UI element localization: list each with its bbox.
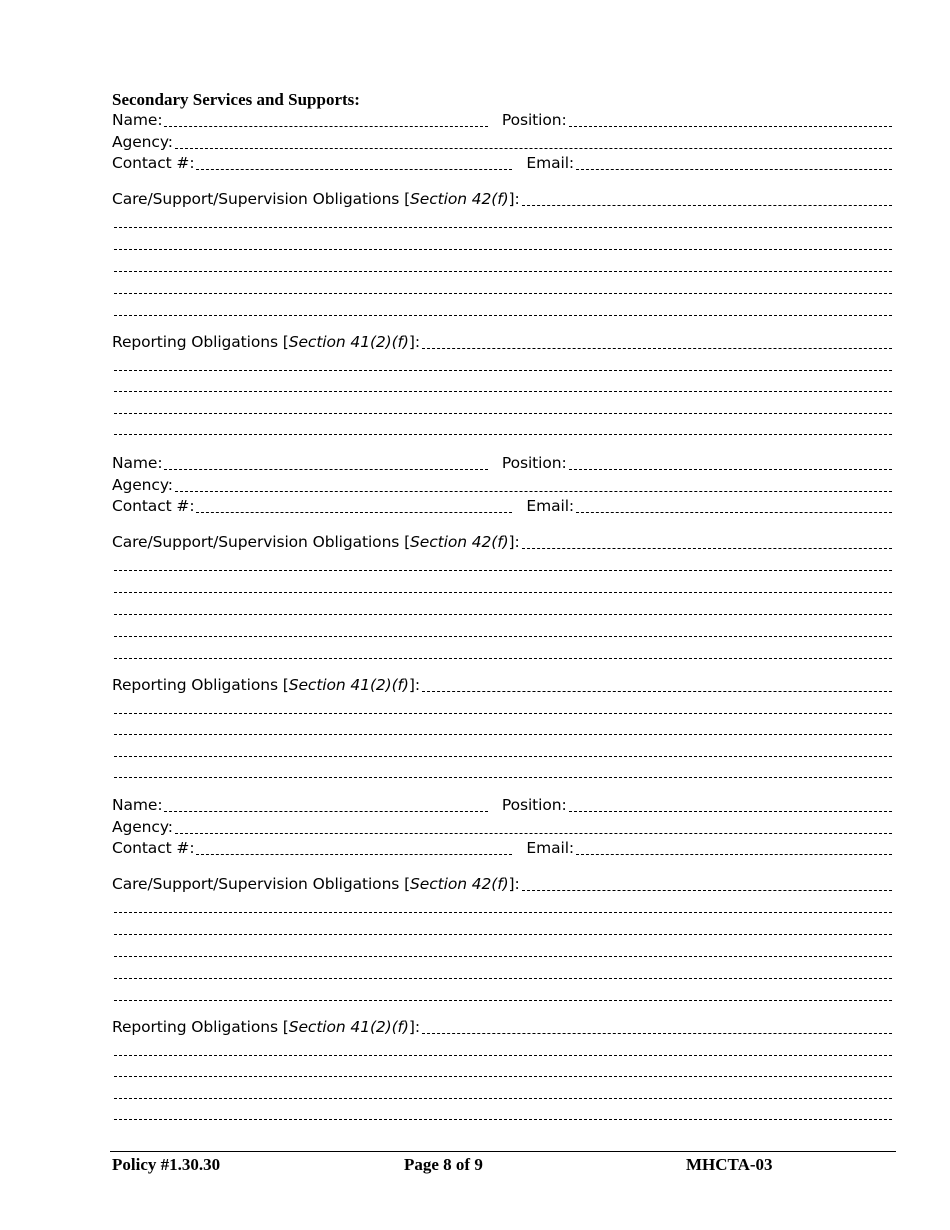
care-label-suffix: ]: bbox=[508, 875, 520, 893]
reporting-blank-row bbox=[112, 761, 892, 781]
position-label bbox=[502, 110, 567, 130]
care-blank-row bbox=[112, 642, 892, 662]
name-position-row-3 bbox=[112, 795, 892, 815]
footer-page-number: Page 8 of 9 bbox=[404, 1155, 483, 1174]
position-label-text: Position: bbox=[501, 454, 567, 472]
care-obligations-line-1-4[interactable] bbox=[114, 292, 892, 294]
reporting-blank-row bbox=[112, 1103, 892, 1123]
agency-field-2[interactable] bbox=[175, 490, 892, 492]
care-blank-row bbox=[112, 984, 892, 1004]
agency-label-text: Agency: bbox=[112, 818, 173, 836]
reporting-obligations-field-2[interactable] bbox=[422, 690, 892, 692]
reporting-obligations-line-3-2[interactable] bbox=[114, 1075, 892, 1077]
care-blank-row bbox=[112, 299, 892, 319]
care-obligations-row-2 bbox=[112, 532, 892, 552]
contact-label-text: Contact #: bbox=[112, 839, 195, 857]
name-label bbox=[112, 795, 162, 815]
care-blank-row bbox=[112, 255, 892, 275]
care-blank-row bbox=[112, 598, 892, 618]
reporting-obligations-line-3-1[interactable] bbox=[114, 1054, 892, 1056]
position-label-text: Position: bbox=[501, 111, 567, 129]
care-blank-row bbox=[112, 918, 892, 938]
report-label-prefix: Reporting Obligations [ bbox=[112, 333, 289, 351]
email-field-1[interactable] bbox=[576, 168, 892, 170]
position-field-3[interactable] bbox=[569, 810, 892, 812]
email-field-2[interactable] bbox=[576, 511, 892, 513]
care-label-prefix: Care/Support/Supervision Obligations [ bbox=[112, 875, 411, 893]
name-position-row-1 bbox=[112, 110, 892, 130]
footer-form-code: MHCTA-03 bbox=[686, 1155, 773, 1174]
care-obligations-field-2[interactable] bbox=[522, 547, 892, 549]
name-label bbox=[112, 110, 162, 130]
report-label-prefix: Reporting Obligations [ bbox=[112, 676, 289, 694]
reporting-obligations-line-1-3[interactable] bbox=[114, 412, 892, 414]
footer-divider bbox=[110, 1151, 896, 1152]
email-field-3[interactable] bbox=[576, 853, 892, 855]
name-field-1[interactable] bbox=[164, 125, 487, 127]
care-obligations-label bbox=[112, 189, 520, 209]
reporting-blank-row bbox=[112, 1082, 892, 1102]
email-label bbox=[526, 153, 574, 173]
position-label bbox=[502, 453, 567, 473]
reporting-obligations-line-2-3[interactable] bbox=[114, 755, 892, 757]
reporting-blank-row bbox=[112, 697, 892, 717]
contact-email-row-2 bbox=[112, 496, 892, 516]
reporting-blank-row bbox=[112, 397, 892, 417]
name-label-text: Name: bbox=[112, 454, 163, 472]
report-label-section: Section 41(2)(f) bbox=[288, 333, 409, 351]
care-obligations-label bbox=[112, 532, 520, 552]
reporting-obligations-label bbox=[112, 675, 420, 695]
report-label-prefix: Reporting Obligations [ bbox=[112, 1018, 289, 1036]
care-obligations-line-3-1[interactable] bbox=[114, 911, 892, 913]
care-obligations-field-1[interactable] bbox=[522, 204, 892, 206]
reporting-obligations-line-2-1[interactable] bbox=[114, 712, 892, 714]
position-label-text: Position: bbox=[501, 796, 567, 814]
care-obligations-row-1 bbox=[112, 189, 892, 209]
agency-label bbox=[112, 475, 173, 495]
care-obligations-line-3-3[interactable] bbox=[114, 955, 892, 957]
care-obligations-line-1-5[interactable] bbox=[114, 314, 892, 316]
reporting-obligations-row-1 bbox=[112, 332, 892, 352]
email-label bbox=[526, 838, 574, 858]
care-label-suffix: ]: bbox=[508, 533, 520, 551]
section-heading: Secondary Services and Supports: bbox=[112, 90, 360, 109]
care-blank-row bbox=[112, 277, 892, 297]
report-label-section: Section 41(2)(f) bbox=[288, 1018, 409, 1036]
reporting-obligations-row-2 bbox=[112, 675, 892, 695]
agency-label-text: Agency: bbox=[112, 476, 173, 494]
care-obligations-line-2-5[interactable] bbox=[114, 657, 892, 659]
care-label-section: Section 42(f) bbox=[410, 875, 509, 893]
name-field-2[interactable] bbox=[164, 468, 487, 470]
reporting-obligations-field-1[interactable] bbox=[422, 347, 892, 349]
care-blank-row bbox=[112, 896, 892, 916]
reporting-blank-row bbox=[112, 1039, 892, 1059]
name-field-3[interactable] bbox=[164, 810, 487, 812]
care-blank-row bbox=[112, 211, 892, 231]
name-label-text: Name: bbox=[112, 111, 163, 129]
care-obligations-line-3-2[interactable] bbox=[114, 933, 892, 935]
agency-field-3[interactable] bbox=[175, 832, 892, 834]
reporting-obligations-line-3-3[interactable] bbox=[114, 1097, 892, 1099]
agency-label bbox=[112, 132, 173, 152]
care-blank-row bbox=[112, 233, 892, 253]
agency-label bbox=[112, 817, 173, 837]
care-obligations-line-2-1[interactable] bbox=[114, 569, 892, 571]
reporting-blank-row bbox=[112, 418, 892, 438]
reporting-obligations-line-2-4[interactable] bbox=[114, 776, 892, 778]
care-blank-row bbox=[112, 620, 892, 640]
care-blank-row bbox=[112, 962, 892, 982]
email-label-text: Email: bbox=[526, 497, 575, 515]
contact-field-2[interactable] bbox=[196, 511, 512, 513]
care-obligations-line-3-4[interactable] bbox=[114, 977, 892, 979]
contact-email-row-3 bbox=[112, 838, 892, 858]
position-field-2[interactable] bbox=[569, 468, 892, 470]
contact-label-text: Contact #: bbox=[112, 497, 195, 515]
report-label-section: Section 41(2)(f) bbox=[288, 676, 409, 694]
reporting-obligations-label bbox=[112, 332, 420, 352]
care-obligations-line-1-2[interactable] bbox=[114, 248, 892, 250]
email-label-text: Email: bbox=[526, 154, 575, 172]
report-label-suffix: ]: bbox=[408, 1018, 420, 1036]
care-label-section: Section 42(f) bbox=[410, 533, 509, 551]
reporting-obligations-line-1-1[interactable] bbox=[114, 369, 892, 371]
position-label bbox=[502, 795, 567, 815]
position-field-1[interactable] bbox=[569, 125, 892, 127]
reporting-blank-row bbox=[112, 740, 892, 760]
email-label-text: Email: bbox=[526, 839, 575, 857]
care-obligations-label bbox=[112, 874, 520, 894]
care-label-suffix: ]: bbox=[508, 190, 520, 208]
reporting-obligations-line-1-4[interactable] bbox=[114, 433, 892, 435]
agency-row-2 bbox=[112, 475, 892, 495]
agency-row-1 bbox=[112, 132, 892, 152]
reporting-obligations-line-1-2[interactable] bbox=[114, 390, 892, 392]
contact-label bbox=[112, 496, 194, 516]
care-obligations-line-2-4[interactable] bbox=[114, 635, 892, 637]
care-blank-row bbox=[112, 576, 892, 596]
contact-label-text: Contact #: bbox=[112, 154, 195, 172]
report-label-suffix: ]: bbox=[408, 676, 420, 694]
report-label-suffix: ]: bbox=[408, 333, 420, 351]
care-obligations-line-2-2[interactable] bbox=[114, 591, 892, 593]
reporting-obligations-row-3 bbox=[112, 1017, 892, 1037]
reporting-obligations-line-3-4[interactable] bbox=[114, 1118, 892, 1120]
agency-label-text: Agency: bbox=[112, 133, 173, 151]
name-label bbox=[112, 453, 162, 473]
care-label-section: Section 42(f) bbox=[410, 190, 509, 208]
reporting-blank-row bbox=[112, 718, 892, 738]
reporting-blank-row bbox=[112, 1060, 892, 1080]
name-position-row-2 bbox=[112, 453, 892, 473]
reporting-obligations-line-2-2[interactable] bbox=[114, 733, 892, 735]
reporting-blank-row bbox=[112, 354, 892, 374]
contact-label bbox=[112, 153, 194, 173]
care-label-prefix: Care/Support/Supervision Obligations [ bbox=[112, 190, 411, 208]
agency-field-1[interactable] bbox=[175, 147, 892, 149]
contact-email-row-1 bbox=[112, 153, 892, 173]
reporting-obligations-field-3[interactable] bbox=[422, 1032, 892, 1034]
contact-field-3[interactable] bbox=[196, 853, 512, 855]
reporting-blank-row bbox=[112, 375, 892, 395]
contact-field-1[interactable] bbox=[196, 168, 512, 170]
email-label bbox=[526, 496, 574, 516]
care-obligations-line-1-3[interactable] bbox=[114, 270, 892, 272]
contact-label bbox=[112, 838, 194, 858]
care-obligations-line-1-1[interactable] bbox=[114, 226, 892, 228]
reporting-obligations-label bbox=[112, 1017, 420, 1037]
care-obligations-field-3[interactable] bbox=[522, 889, 892, 891]
care-blank-row bbox=[112, 554, 892, 574]
footer-policy: Policy #1.30.30 bbox=[112, 1155, 221, 1174]
care-obligations-row-3 bbox=[112, 874, 892, 894]
agency-row-3 bbox=[112, 817, 892, 837]
care-blank-row bbox=[112, 940, 892, 960]
name-label-text: Name: bbox=[112, 796, 163, 814]
care-obligations-line-2-3[interactable] bbox=[114, 613, 892, 615]
care-obligations-line-3-5[interactable] bbox=[114, 999, 892, 1001]
care-label-prefix: Care/Support/Supervision Obligations [ bbox=[112, 533, 411, 551]
